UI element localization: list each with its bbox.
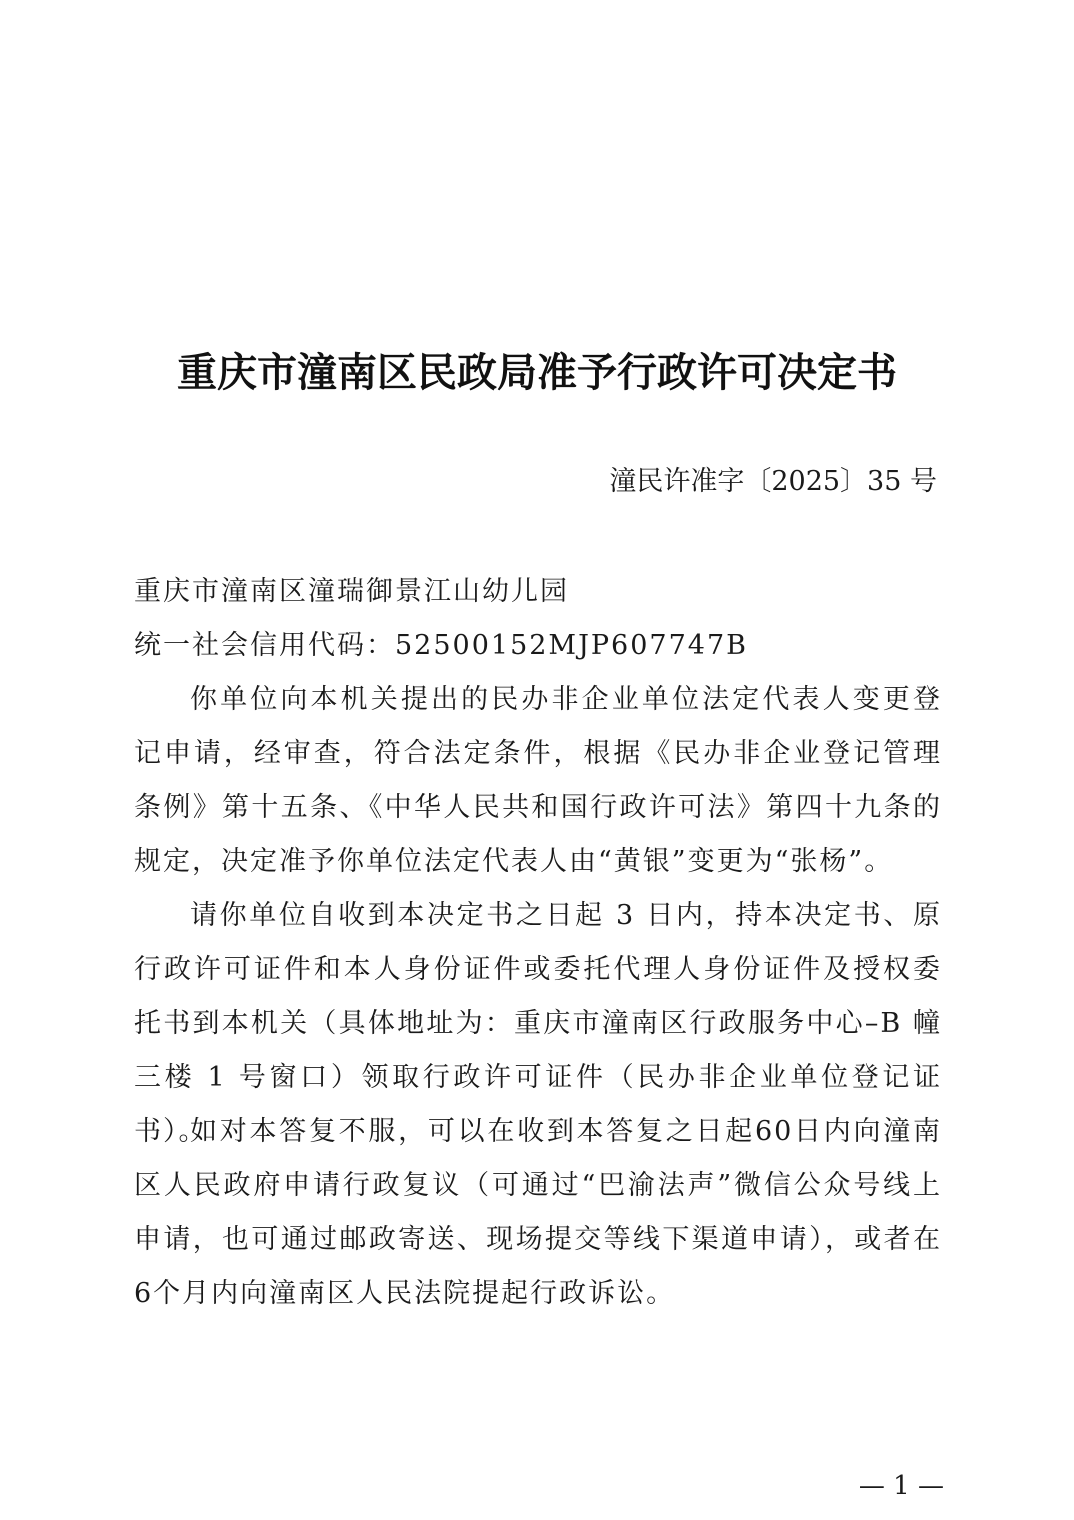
page-number: — 1 —	[858, 1471, 944, 1501]
paragraph-instructions: 请你单位自收到本决定书之日起 3 日内，持本决定书、原行政许可证件和本人身份证件或委托代理人身份证件及授权委托书到本机关（具体地址为：重庆市潼南区行政服务中心–B 幢三楼 1 号窗口）领取行政许可证件（民办非企业单位登记证书）。	[134, 900, 942, 1147]
paragraph-decision: 你单位向本机关提出的民办非企业单位法定代表人变更登记申请，经审查，符合法定条件，根据《民办非企业登记管理条例》第十五条、《中华人民共和国行政许可法》第四十九条的规定，决定准予你单位法定代表人由“黄银”变更为“张杨”。	[134, 684, 942, 877]
paragraph-appeal: 如对本答复不服，可以在收到本答复之日起60日内向潼南区人民政府申请行政复议（可通过“巴渝法声”微信公众号线上申请，也可通过邮政寄送、现场提交等线下渠道申请），或者在6个月内向潼南区人民法院提起行政诉讼。	[134, 1116, 942, 1309]
document-title: 重庆市潼南区民政局准予行政许可决定书	[177, 349, 897, 396]
credit-code: 统一社会信用代码：52500152MJP607747B	[134, 630, 748, 661]
document-number: 潼民许准字〔2025〕35 号	[609, 466, 937, 497]
addressee: 重庆市潼南区潼瑞御景江山幼儿园	[134, 576, 569, 607]
